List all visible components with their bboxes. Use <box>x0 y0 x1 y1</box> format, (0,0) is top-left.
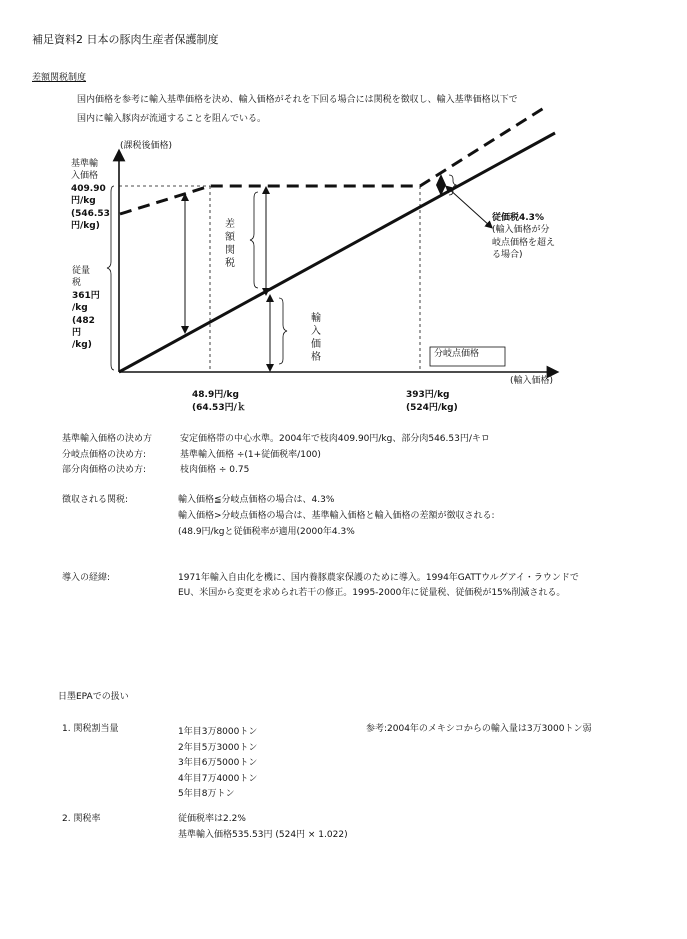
tax-inclusive-price-line <box>120 106 547 214</box>
quota-item: 2年目5万3000トン <box>178 742 258 753</box>
section-heading: 差額関税制度 <box>32 73 87 83</box>
quota-list <box>178 725 257 803</box>
duty-line-2: 輸入価格>分岐点価格の場合は、基準輸入価格と輸入価格の差額が徴収される: <box>178 511 495 521</box>
x-tick-1: 48.9円/kg (64.53円/ｋ <box>192 390 246 413</box>
rate-label: 2. 関税率 <box>62 814 101 824</box>
x-axis-label: (輸入価格) <box>510 376 554 386</box>
intro-line-1: 国内価格を参考に輸入基準価格を決め、輸入価格がそれを下回る場合には関税を徴収し、輸入基準価格以下で <box>77 95 518 105</box>
quota-item: 5年目8万トン <box>178 789 235 799</box>
reference-price-label: 基準輸 入価格 409.90 円/kg (546.53 円/kg) <box>71 159 110 232</box>
quota-label: 1. 関税割当量 <box>62 724 119 734</box>
history-line-1: 1971年輸入自由化を機に、国内養豚農家保護のために導入。1994年GATTウルグアイ・ラウンドで <box>178 573 579 583</box>
quota-item: 4年目7万4000トン <box>178 773 258 784</box>
rate-line-2: 基準輸入価格535.53円 (524円 × 1.022) <box>178 830 348 840</box>
ad-valorem-label: 従価税4.3% (輸入価格が分 岐点価格を超え る場合) <box>492 213 556 261</box>
rate-line-1: 従価税率は2.2% <box>178 814 246 824</box>
intro-line-2: 国内に輸入豚肉が流通することを阻んでいる。 <box>77 114 267 124</box>
import-price-brace <box>279 298 287 364</box>
duty-label: 徴収される関税: <box>62 495 129 505</box>
x-tick-2: 393円/kg (524円/kg) <box>406 390 458 413</box>
quota-item: 3年目6万5000トン <box>178 758 258 768</box>
y-axis-label: (課税後価格) <box>120 141 173 151</box>
ad-valorem-leader <box>448 188 490 226</box>
def-value-2: 基準輸入価格 ÷(1+従価税率/100) <box>180 450 321 460</box>
import-price-label: 輸入価格 <box>311 313 321 363</box>
difference-duty-brace <box>250 192 258 288</box>
epa-heading: 日墨EPAでの扱い <box>58 692 129 702</box>
def-label-2: 分岐点価格の決め方: <box>62 450 147 460</box>
specific-duty-label: 従量 税 361円 /kg (482 円 /kg) <box>72 266 100 351</box>
def-label-3: 部分肉価格の決め方: <box>62 465 147 475</box>
def-value-3: 枝肉価格 ÷ 0.75 <box>180 465 250 475</box>
breakpoint-label: 分岐点価格 <box>434 349 480 359</box>
history-label: 導入の経緯: <box>62 573 111 583</box>
quota-item: 1年目3万8000トン <box>178 727 258 737</box>
def-label-1: 基準輸入価格の決め方 <box>62 434 153 444</box>
difference-duty-label: 差額関税 <box>225 219 235 269</box>
def-value-1: 安定価格帯の中心水準。2004年で枝肉409.90円/kg、部分肉546.53円/キロ <box>180 434 490 444</box>
page-title: 補足資料2 日本の豚肉生産者保護制度 <box>32 33 219 46</box>
import-price-line <box>119 133 555 372</box>
reference-note: 参考:2004年のメキシコからの輸入量は3万3000トン弱 <box>366 724 592 734</box>
duty-line-1: 輸入価格≦分岐点価格の場合は、4.3% <box>178 495 335 505</box>
history-line-2: EU、米国から変更を求められ若干の修正。1995-2000年に従量税、従価税が15%削減される。 <box>178 588 566 598</box>
duty-line-3: (48.9円/kgと従価税率が適用(2000年4.3% <box>178 527 355 537</box>
